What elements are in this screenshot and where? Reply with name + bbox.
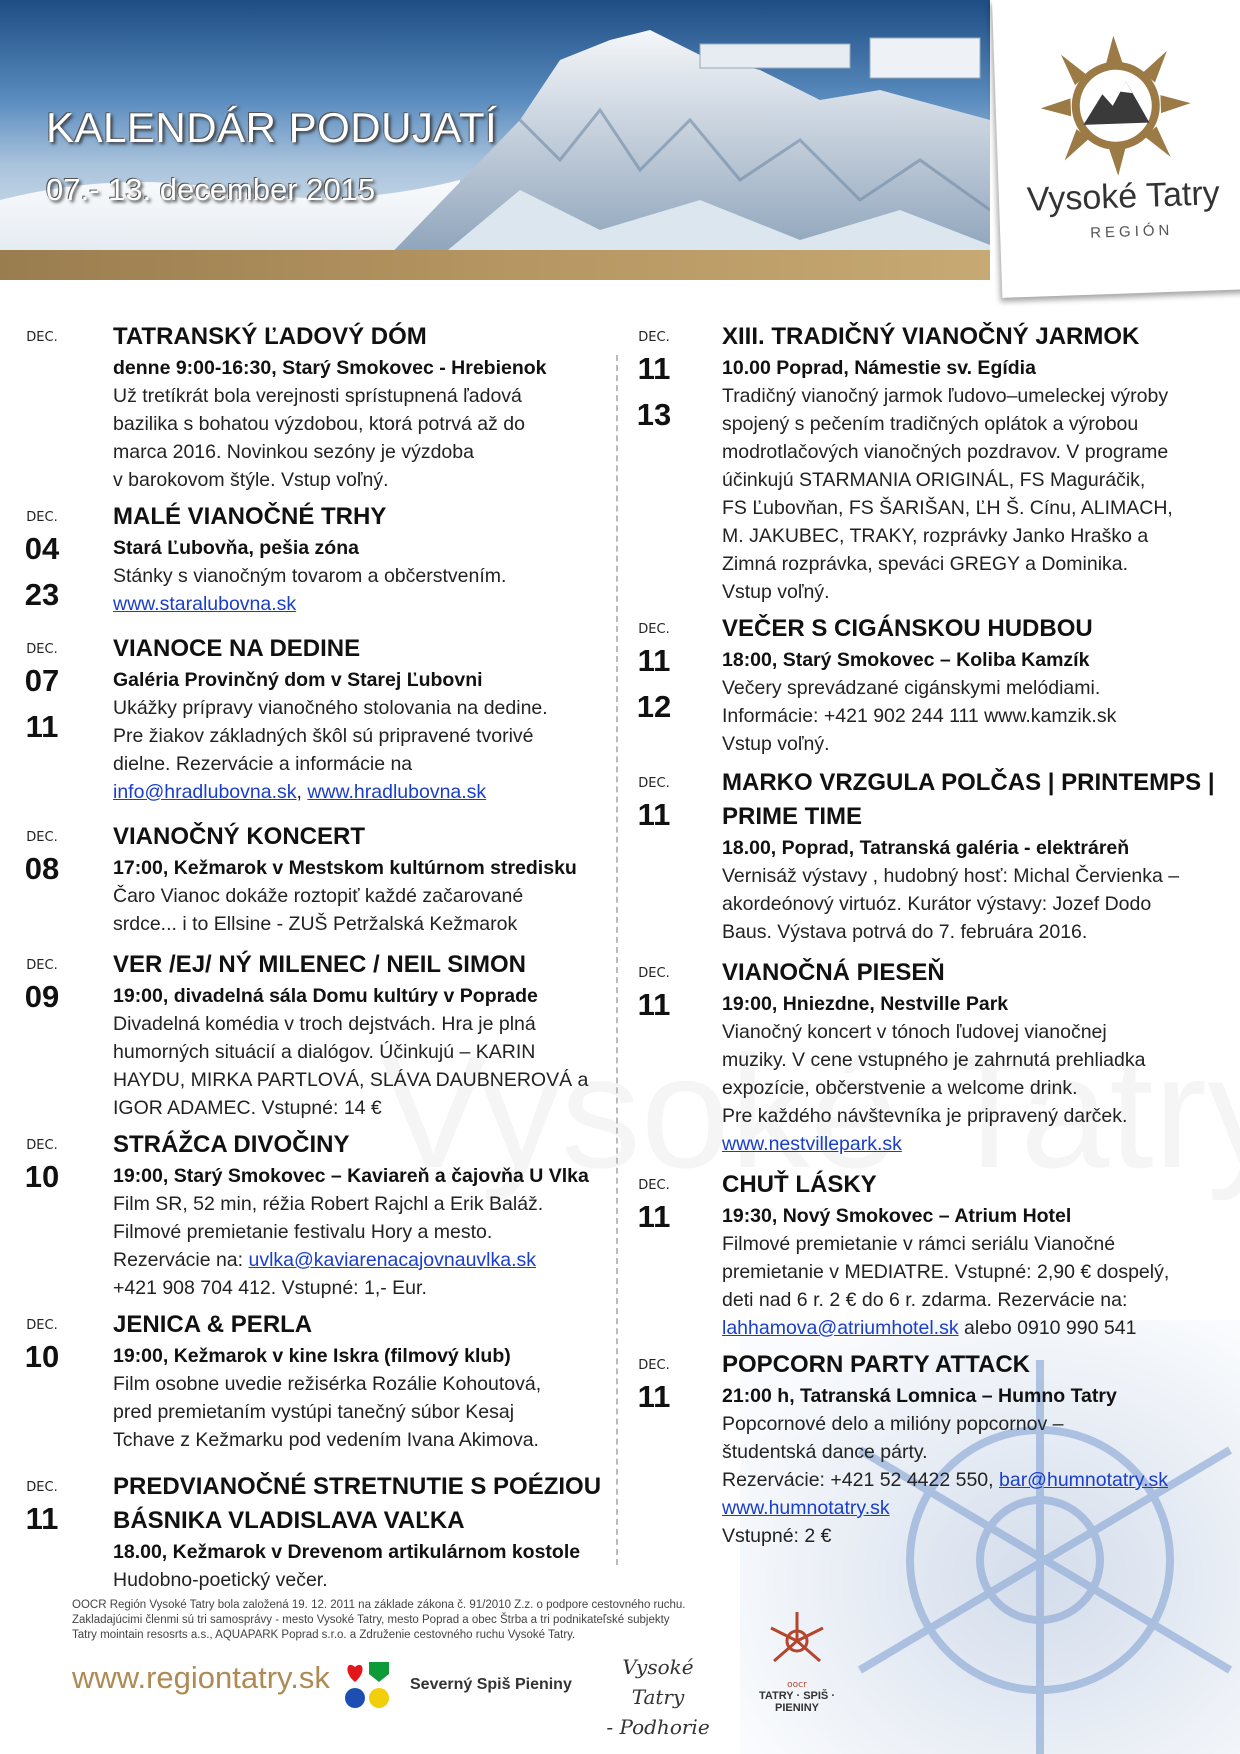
event-desc: expozície, občerstvenie a welcome drink. xyxy=(722,1077,1078,1099)
event-title: CHUŤ LÁSKY xyxy=(722,1171,877,1198)
event-marko-vrzgula xyxy=(612,766,1240,956)
event-desc: Tradičný vianočný jarmok ľudovo–umeleckej výroby xyxy=(722,385,1169,407)
event-desc: Informácie: +421 902 244 111 www.kamzik.sk xyxy=(722,705,1117,727)
event-day: 11 xyxy=(25,1501,59,1536)
partner3-small: oocr xyxy=(787,1680,807,1690)
footer-website[interactable]: www.regiontatry.sk xyxy=(72,1660,330,1695)
event-day: 12 xyxy=(636,689,672,724)
event-day: 04 xyxy=(24,531,60,566)
event-ladovy-dom xyxy=(0,320,608,500)
event-month: DEC. xyxy=(26,1138,58,1153)
event-jenica-perla xyxy=(0,1308,608,1470)
event-title: VIANOCE NA DEDINE xyxy=(113,635,361,662)
footer-line: Tatry mointain resosrts a.s., AQUAPARK Poprad s.r.o. a Združenie cestovného ruchu Vysoké Tatry. xyxy=(72,1629,576,1641)
event-predvianocne-stretnutie xyxy=(0,1470,608,1600)
event-desc: dielne. Rezervácie a informácie na xyxy=(113,753,413,775)
web-link[interactable]: www.hradlubovna.sk xyxy=(307,781,487,803)
event-desc: premietanie v MEDIATRE. Vstupné: 2,90 € dospelý, xyxy=(722,1261,1170,1283)
event-desc: Rezervácie: +421 52 4422 550, xyxy=(722,1469,999,1491)
event-title: JENICA & PERLA xyxy=(113,1311,313,1338)
event-desc: Ukážky prípravy vianočného stolovania na dedine. xyxy=(113,697,548,719)
event-desc: spojený s pečením tradičných oplátok a výrobou xyxy=(722,413,1139,435)
event-month: DEC. xyxy=(26,830,58,845)
event-title: MARKO VRZGULA POLČAS | PRINTEMPS | xyxy=(722,769,1215,796)
event-subtitle: 21:00 h, Tatranská Lomnica – Humno Tatry xyxy=(722,1385,1117,1407)
event-desc: pred premietaním vystúpi tanečný súbor Kesaj xyxy=(113,1401,515,1423)
event-day: 11 xyxy=(637,987,671,1022)
event-desc: v barokovom štýle. Vstup voľný. xyxy=(113,469,389,491)
event-desc: Večery sprevádzané cigánskymi melódiami. xyxy=(722,677,1101,699)
event-subtitle: denne 9:00-16:30, Starý Smokovec - Hrebienok xyxy=(113,357,547,379)
event-title: PREDVIANOČNÉ STRETNUTIE S POÉZIOU xyxy=(113,1473,602,1500)
event-desc: Popcornové delo a milióny popcornov – xyxy=(722,1413,1064,1435)
email-link[interactable]: uvlka@kaviarenacajovnauvlka.sk xyxy=(248,1249,537,1271)
footer-note xyxy=(72,1598,772,1643)
event-title: VIANOČNÁ PIESEŇ xyxy=(722,959,945,986)
event-subtitle: 17:00, Kežmarok v Mestskom kultúrnom stredisku xyxy=(113,857,577,879)
event-desc: M. JAKUBEC, TRAKY, rozprávky Janko Hraško a xyxy=(722,525,1149,547)
partner-tatry-spis-pieniny xyxy=(752,1606,842,1714)
sun-mountain-logo-icon xyxy=(1038,33,1193,178)
event-day: 10 xyxy=(24,1339,60,1374)
event-desc: Vernisáž výstavy , hudobný hosť: Michal Červienka – xyxy=(722,865,1180,887)
separator: , xyxy=(296,781,308,803)
events-right-column xyxy=(612,320,1240,1548)
event-subtitle: 18.00, Poprad, Tatranská galéria - elektráreň xyxy=(722,837,1130,859)
event-day: 11 xyxy=(637,797,671,832)
event-day: 09 xyxy=(24,979,60,1014)
event-desc: alebo 0910 990 541 xyxy=(958,1317,1137,1339)
event-day: 11 xyxy=(637,643,671,678)
event-month: DEC. xyxy=(26,642,58,657)
event-desc: študentská dance párty. xyxy=(722,1441,928,1463)
event-desc: Pre každého návštevníka je pripravený darček. xyxy=(722,1105,1128,1127)
event-day: 11 xyxy=(25,709,59,744)
event-desc: Čaro Vianoc dokáže roztopiť každé začarované xyxy=(113,885,524,907)
event-verny-milenec xyxy=(0,948,608,1128)
event-day: 11 xyxy=(637,1199,671,1234)
event-day: 23 xyxy=(24,577,60,612)
banner-stripe xyxy=(0,250,990,280)
event-vianocna-piesen xyxy=(612,956,1240,1168)
email-link[interactable]: info@hradlubovna.sk xyxy=(113,781,297,803)
partner-vysoke-tatry-podhorie xyxy=(606,1652,710,1739)
event-desc: Filmové premietanie v rámci seriálu Vianočné xyxy=(722,1233,1116,1255)
event-subtitle: 19:30, Nový Smokovec – Atrium Hotel xyxy=(722,1205,1072,1227)
event-subtitle: 19:00, divadelná sála Domu kultúry v Poprade xyxy=(113,985,538,1007)
event-desc: HAYDU, MIRKA PARTLOVÁ, SLÁVA DAUBNEROVÁ a xyxy=(113,1069,589,1091)
partner3-label: TATRY · SPIŠ · PIENINY xyxy=(759,1690,835,1714)
event-desc: bazilika s bohatou výzdobou, ktorá potrvá až do xyxy=(113,413,525,435)
event-desc: srdce... i to Ellsine - ZUŠ Petržalská Kežmarok xyxy=(113,913,518,935)
event-title: VEČER S CIGÁNSKOU HUDBOU xyxy=(722,615,1093,642)
event-title: VER /EJ/ NÝ MILENEC / NEIL SIMON xyxy=(113,951,526,978)
event-vianoce-na-dedine xyxy=(0,632,608,820)
event-title-line2: BÁSNIKA VLADISLAVA VAĽKA xyxy=(113,1507,465,1534)
web-link[interactable]: www.nestvillepark.sk xyxy=(722,1133,902,1155)
event-month: DEC. xyxy=(26,330,58,345)
event-desc: muziky. V cene vstupného je zahrnutá prehliadka xyxy=(722,1049,1146,1071)
partner-colors-logo-icon xyxy=(343,1660,391,1712)
event-desc: humorných situácií a dialógov. Účinkujú – KARIN xyxy=(113,1041,536,1063)
header-banner xyxy=(0,0,990,265)
event-month: DEC. xyxy=(26,1480,58,1495)
event-chut-lasky xyxy=(612,1168,1240,1348)
event-subtitle: 18:00, Starý Smokovec – Koliba Kamzík xyxy=(722,649,1090,671)
event-month: DEC. xyxy=(638,776,670,791)
event-day: 07 xyxy=(24,663,60,698)
footer-line: OOCR Región Vysoké Tatry bola založená 19. 12. 2011 na základe zákona č. 91/2010 Z.z. o podpore cestovného ruchu. xyxy=(72,1599,686,1611)
event-desc: Vianočný koncert v tónoch ľudovej vianočnej xyxy=(722,1021,1107,1043)
flower-logo-icon xyxy=(762,1606,832,1676)
event-strazca-divociny xyxy=(0,1128,608,1308)
page-title: KALENDÁR PODUJATÍ xyxy=(46,104,498,151)
event-desc: Filmové premietanie festivalu Hory a mesto. xyxy=(113,1221,493,1243)
event-title: XIII. TRADIČNÝ VIANOČNÝ JARMOK xyxy=(722,323,1140,350)
event-day: 11 xyxy=(637,1379,671,1414)
event-title: POPCORN PARTY ATTACK xyxy=(722,1351,1031,1378)
logo-name: Vysoké Tatry xyxy=(1026,174,1221,219)
event-month: DEC. xyxy=(26,1318,58,1333)
event-desc: Baus. Výstava potrvá do 7. februára 2016. xyxy=(722,921,1088,943)
partner2-line: - Podhorie xyxy=(606,1715,710,1739)
event-month: DEC. xyxy=(638,622,670,637)
event-day: 10 xyxy=(24,1159,60,1194)
event-month: DEC. xyxy=(638,330,670,345)
event-desc: Tchave z Kežmarku pod vedením Ivana Akimova. xyxy=(113,1429,539,1451)
event-day: 08 xyxy=(24,851,60,886)
event-title: MALÉ VIANOČNÉ TRHY xyxy=(113,503,387,530)
event-month: DEC. xyxy=(26,510,58,525)
event-month: DEC. xyxy=(638,1178,670,1193)
event-desc: Hudobno-poetický večer. xyxy=(113,1569,328,1591)
event-desc: IGOR ADAMEC. Vstupné: 14 € xyxy=(113,1097,382,1119)
event-day: 13 xyxy=(636,397,672,432)
event-desc: Vstup voľný. xyxy=(722,733,830,755)
event-subtitle: 19:00, Starý Smokovec – Kaviareň a čajovňa U Vlka xyxy=(113,1165,589,1187)
email-link[interactable]: lahhamova@atriumhotel.sk xyxy=(722,1317,959,1339)
event-subtitle: 18.00, Kežmarok v Drevenom artikulárnom kostole xyxy=(113,1541,581,1563)
event-desc: modrotlačových vianočných pozdravov. V programe xyxy=(722,441,1169,463)
event-desc: Zimná rozprávka, speváci GREGY a Dominika. xyxy=(722,553,1129,575)
event-subtitle: 19:00, Hniezdne, Nestville Park xyxy=(722,993,1009,1015)
event-day: 11 xyxy=(637,351,671,386)
event-desc: Pre žiakov základných škôl sú pripravené tvorivé xyxy=(113,725,534,747)
event-desc: Už tretíkrát bola verejnosti sprístupnená ľadová xyxy=(113,385,522,407)
event-subtitle: Galéria Provinčný dom v Starej Ľubovni xyxy=(113,669,483,691)
footer-line: Zakladajúcimi členmi sú tri samosprávy - mesto Vysoké Tatry, mesto Poprad a obec Štrba a tri podnikateľské subjekty xyxy=(72,1614,670,1626)
events-left-column xyxy=(0,320,608,1600)
event-popcorn-party xyxy=(612,1348,1240,1548)
event-desc: Vstupné: 2 € xyxy=(722,1525,832,1547)
event-desc: Divadelná komédia v troch dejstvách. Hra je plná xyxy=(113,1013,536,1035)
date-range: 07.- 13. december 2015 xyxy=(46,172,376,207)
event-desc: Rezervácie na: xyxy=(113,1249,249,1271)
event-title: TATRANSKÝ ĽADOVÝ DÓM xyxy=(113,323,427,350)
region-logo xyxy=(992,0,1240,298)
event-desc: deti nad 6 r. 2 € do 6 r. zdarma. Rezervácie na: xyxy=(722,1289,1128,1311)
email-link[interactable]: bar@humnotatry.sk xyxy=(999,1469,1168,1491)
event-month: DEC. xyxy=(638,966,670,981)
event-vianocny-koncert xyxy=(0,820,608,948)
event-desc: Film osobne uvedie režisérka Rozálie Kohoutová, xyxy=(113,1373,542,1395)
event-subtitle: Stará Ľubovňa, pešia zóna xyxy=(113,537,359,559)
web-link[interactable]: www.humnotatry.sk xyxy=(722,1497,890,1519)
event-desc: účinkujú STARMANIA ORIGINÁL, FS Maguráčik, xyxy=(722,469,1146,491)
event-vianocny-jarmok xyxy=(612,320,1240,612)
event-vianocne-trhy xyxy=(0,500,608,632)
event-cigansky-vecer xyxy=(612,612,1240,766)
event-title: VIANOČNÝ KONCERT xyxy=(113,823,366,850)
event-subtitle: 10.00 Poprad, Námestie sv. Egídia xyxy=(722,357,1036,379)
partner-severny-spis: Severný Spiš Pieniny xyxy=(410,1676,572,1693)
event-desc: Vstup voľný. xyxy=(722,581,830,603)
event-desc: Stánky s vianočným tovarom a občerstvením. xyxy=(113,565,507,587)
event-month: DEC. xyxy=(638,1358,670,1373)
event-desc: marca 2016. Novinkou sezóny je výzdoba xyxy=(113,441,474,463)
event-desc: +421 908 704 412. Vstupné: 1,- Eur. xyxy=(113,1277,427,1299)
event-title-line2: PRIME TIME xyxy=(722,803,863,830)
event-month: DEC. xyxy=(26,958,58,973)
logo-region: REGIÓN xyxy=(1089,221,1174,242)
event-title: STRÁŽCA DIVOČINY xyxy=(113,1131,350,1158)
event-link[interactable]: www.staralubovna.sk xyxy=(113,593,297,615)
event-subtitle: 19:00, Kežmarok v kine Iskra (filmový klub) xyxy=(113,1345,511,1367)
event-desc: Film SR, 52 min, réžia Robert Rajchl a Erik Baláž. xyxy=(113,1193,544,1215)
partner2-line: Vysoké Tatry xyxy=(622,1655,694,1709)
event-desc: FS Ľubovňan, FS ŠARIŠAN, ĽH Š. Cínu, ALIMACH, xyxy=(722,497,1173,519)
event-desc: akordeónový virtuóz. Kurátor výstavy: Jozef Dodo xyxy=(722,893,1152,915)
